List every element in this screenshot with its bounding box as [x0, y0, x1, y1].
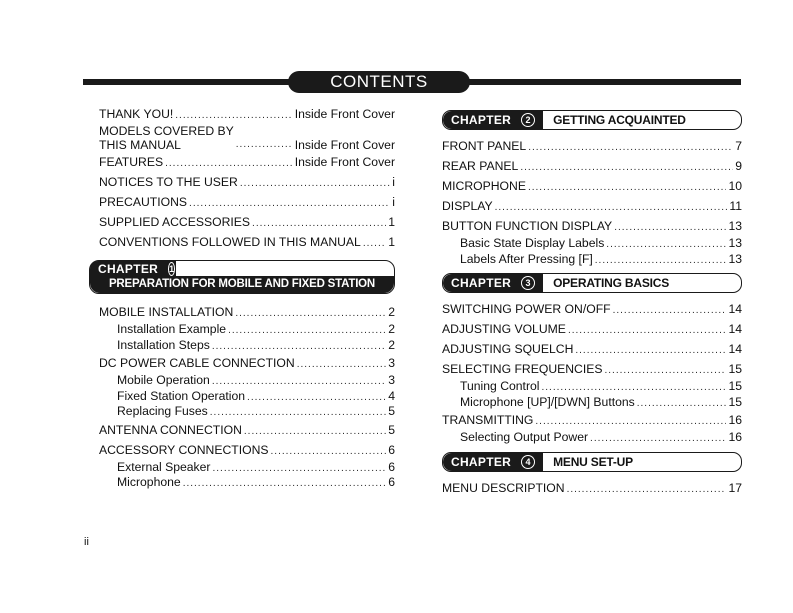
toc-entry-page: 16 [728, 430, 742, 444]
toc-leader-dots [297, 355, 387, 375]
toc-entry-title: ADJUSTING SQUELCH [442, 342, 574, 356]
toc-entry[interactable] [99, 353, 395, 373]
toc-entry-title: Labels After Pressing [F] [460, 251, 593, 266]
toc-entry-page: 3 [388, 356, 395, 370]
toc-entry-page: Inside Front Cover [294, 155, 395, 169]
header-rule-right [462, 79, 741, 85]
chapter-number: 4 [521, 455, 535, 469]
toc-subentry[interactable] [99, 460, 395, 476]
toc-entry-title: TRANSMITTING [442, 413, 534, 427]
chapter-3-header[interactable] [442, 273, 742, 293]
toc-entry[interactable] [99, 124, 395, 152]
toc-entry-page: 1 [388, 235, 395, 249]
toc-entry-page: 2 [388, 322, 395, 336]
toc-entry[interactable] [442, 339, 742, 359]
chapter-label: CHAPTER [451, 113, 512, 127]
toc-entry[interactable] [442, 196, 742, 216]
toc-entry-title: MOBILE INSTALLATION [99, 305, 234, 319]
toc-subentry[interactable] [442, 252, 742, 268]
toc-entry-title: Installation Example [117, 322, 227, 336]
toc-subentry[interactable] [442, 379, 742, 395]
toc-entry[interactable] [99, 232, 395, 252]
toc-entry-page: 5 [388, 404, 395, 418]
chapter-title: GETTING ACQUAINTED [553, 113, 686, 127]
toc-entry-page: 17 [728, 480, 742, 495]
chapter-number: 3 [521, 276, 535, 290]
chapter-title: PREPARATION FOR MOBILE AND FIXED STATION OPERATION [90, 276, 394, 293]
toc-leader-dots [542, 380, 727, 396]
toc-leader-dots [165, 154, 293, 174]
chapter-title: OPERATING BASICS [553, 276, 670, 290]
toc-entry[interactable] [442, 410, 742, 430]
toc-entry-title: Replacing Fuses [117, 404, 208, 418]
toc-leader-dots [271, 442, 387, 462]
page-title: CONTENTS [288, 71, 470, 93]
toc-subentry[interactable] [99, 338, 395, 354]
toc-entry-page: 10 [728, 179, 742, 193]
toc-entry-page: 7 [735, 139, 742, 153]
toc-entry-title: Basic State Display Labels [460, 236, 605, 250]
toc-entry-title: FEATURES [99, 155, 164, 169]
toc-subentry[interactable] [442, 236, 742, 252]
toc-entry-title: PRECAUTIONS [99, 195, 188, 209]
toc-entry-title: DC POWER CABLE CONNECTION [99, 356, 295, 370]
toc-entry[interactable] [442, 156, 742, 176]
toc-entry-title: SELECTING FREQUENCIES [442, 362, 603, 376]
toc-leader-dots [210, 405, 386, 421]
toc-entry-page: 4 [388, 388, 395, 403]
header-rule-left [83, 79, 298, 85]
toc-entry-page: 14 [728, 342, 742, 356]
toc-entry[interactable] [442, 136, 742, 156]
toc-entry-title: SWITCHING POWER ON/OFF [442, 302, 611, 316]
toc-leader-dots [535, 412, 726, 432]
toc-list-chapter-4 [442, 478, 742, 498]
toc-entry-title: FRONT PANEL [442, 139, 527, 153]
toc-entry-title: ACCESSORY CONNECTIONS [99, 442, 269, 457]
toc-entry-page: 14 [728, 322, 742, 336]
chapter-2-badge [443, 111, 543, 129]
page-number: ii [84, 536, 89, 548]
toc-entry-page: 15 [728, 394, 742, 409]
chapter-2-header[interactable] [442, 110, 742, 130]
toc-entry-page: i [392, 175, 395, 189]
toc-entry-page: 15 [728, 362, 742, 376]
toc-list-chapter-3 [442, 299, 742, 446]
chapter-3-badge [443, 274, 543, 292]
toc-entry[interactable] [99, 192, 395, 212]
toc-leader-dots [567, 480, 727, 500]
toc-entry-page: 16 [728, 413, 742, 427]
chapter-label: CHAPTER [451, 454, 512, 469]
toc-entry-page: 13 [728, 236, 742, 250]
toc-entry-page: 15 [728, 379, 742, 393]
toc-entry-page: 14 [728, 302, 742, 316]
toc-entry[interactable] [99, 104, 395, 124]
toc-entry-title: MICROPHONE [442, 179, 526, 193]
toc-entry-title: External Speaker [117, 459, 211, 474]
toc-leader-dots [568, 321, 727, 341]
toc-entry-title: ADJUSTING VOLUME [442, 322, 566, 336]
toc-entry-title: NOTICES TO THE USER [99, 175, 238, 189]
toc-leader-dots [575, 341, 726, 361]
chapter-number: 2 [521, 113, 535, 127]
toc-leader-dots [363, 234, 386, 254]
toc-entry-title: CONVENTIONS FOLLOWED IN THIS MANUAL [99, 235, 361, 249]
toc-subentry[interactable] [442, 430, 742, 446]
toc-leader-dots [213, 461, 387, 477]
toc-entry-title: Mobile Operation [117, 373, 210, 387]
toc-entry-title: Tuning Control [460, 379, 540, 393]
chapter-1-header[interactable] [89, 260, 395, 307]
toc-entry-page: Inside Front Cover [294, 107, 395, 121]
toc-entry-page: 6 [388, 475, 395, 489]
toc-subentry[interactable] [99, 404, 395, 420]
toc-entry-page: Inside Front Cover [294, 138, 395, 152]
chapter-label: CHAPTER [451, 276, 512, 290]
toc-entry-title: Installation Steps [117, 337, 210, 352]
chapter-4-header[interactable] [442, 452, 742, 472]
toc-entry-page: 9 [735, 159, 742, 173]
toc-entry-title: Fixed Station Operation [117, 388, 246, 403]
chapter-label: CHAPTER [98, 262, 159, 276]
right-column [442, 104, 742, 498]
toc-subentry[interactable] [442, 395, 742, 411]
toc-entry-page: 6 [388, 442, 395, 457]
toc-entry-page: i [392, 195, 395, 209]
toc-leader-dots [175, 106, 292, 126]
toc-subentry[interactable] [99, 322, 395, 338]
toc-entry-title: THANK YOU! [99, 107, 174, 121]
toc-list-chapter-1 [99, 302, 395, 491]
toc-entry-page: 13 [728, 251, 742, 266]
toc-leader-dots [495, 198, 728, 218]
toc-leader-dots [613, 301, 727, 321]
toc-entry-title: Microphone [UP]/[DWN] Buttons [460, 394, 635, 409]
toc-leader-dots [189, 194, 390, 214]
left-column [99, 104, 395, 491]
toc-entry-page: 2 [388, 337, 395, 352]
chapter-1-badge [90, 261, 176, 277]
toc-leader-dots [212, 339, 386, 355]
toc-leader-dots [228, 323, 386, 339]
toc-leader-dots [637, 396, 727, 412]
toc-entry-page: 2 [388, 305, 395, 319]
toc-entry-page: 6 [388, 459, 395, 474]
toc-entry-title: SUPPLIED ACCESSORIES [99, 215, 251, 229]
toc-entry-title: REAR PANEL [442, 159, 519, 173]
toc-leader-dots [528, 138, 733, 158]
toc-subentry[interactable] [99, 475, 395, 491]
toc-entry[interactable] [442, 478, 742, 498]
toc-list-front-matter [99, 104, 395, 252]
toc-entry-title: DISPLAY [442, 199, 493, 213]
toc-entry-title: Selecting Output Power [460, 430, 589, 444]
toc-entry[interactable] [99, 420, 395, 440]
toc-leader-dots [590, 431, 726, 447]
chapter-4-badge [443, 453, 543, 471]
toc-subentry[interactable] [99, 389, 395, 405]
toc-entry-page: 11 [729, 199, 742, 213]
toc-leader-dots [240, 174, 390, 194]
toc-entry[interactable] [442, 176, 742, 196]
chapter-title: MENU SET-UP [553, 454, 633, 469]
toc-entry-page: 3 [388, 373, 395, 387]
toc-leader-dots [614, 218, 726, 238]
toc-entry-page: 13 [728, 219, 742, 233]
toc-entry[interactable] [442, 299, 742, 319]
toc-entry-title: MENU DESCRIPTION [442, 480, 565, 495]
toc-leader-dots [183, 476, 387, 492]
toc-entry-title: ANTENNA CONNECTION [99, 422, 242, 437]
toc-entry-title: MODELS COVERED BY THIS MANUAL [99, 124, 234, 152]
toc-entry-title: BUTTON FUNCTION DISPLAY [442, 219, 613, 233]
toc-leader-dots [252, 214, 386, 234]
toc-entry[interactable] [99, 440, 395, 460]
toc-entry[interactable] [442, 319, 742, 339]
toc-leader-dots [528, 178, 726, 198]
toc-entry[interactable] [99, 212, 395, 232]
toc-leader-dots [520, 158, 733, 178]
toc-entry[interactable] [99, 172, 395, 192]
toc-entry-title: Microphone [117, 475, 181, 489]
toc-leader-dots [236, 138, 293, 152]
toc-leader-dots [606, 237, 726, 253]
toc-leader-dots [247, 390, 386, 406]
toc-entry[interactable] [442, 216, 742, 236]
toc-list-chapter-2 [442, 136, 742, 267]
toc-entry-page: 5 [388, 422, 395, 437]
toc-leader-dots [212, 374, 386, 390]
chapter-number: 1 [169, 264, 175, 274]
toc-entry[interactable] [99, 152, 395, 172]
toc-subentry[interactable] [99, 373, 395, 389]
toc-leader-dots [244, 422, 386, 442]
toc-leader-dots [595, 253, 727, 269]
toc-leader-dots [605, 361, 727, 381]
toc-entry-page: 1 [388, 215, 395, 229]
toc-entry[interactable] [442, 359, 742, 379]
